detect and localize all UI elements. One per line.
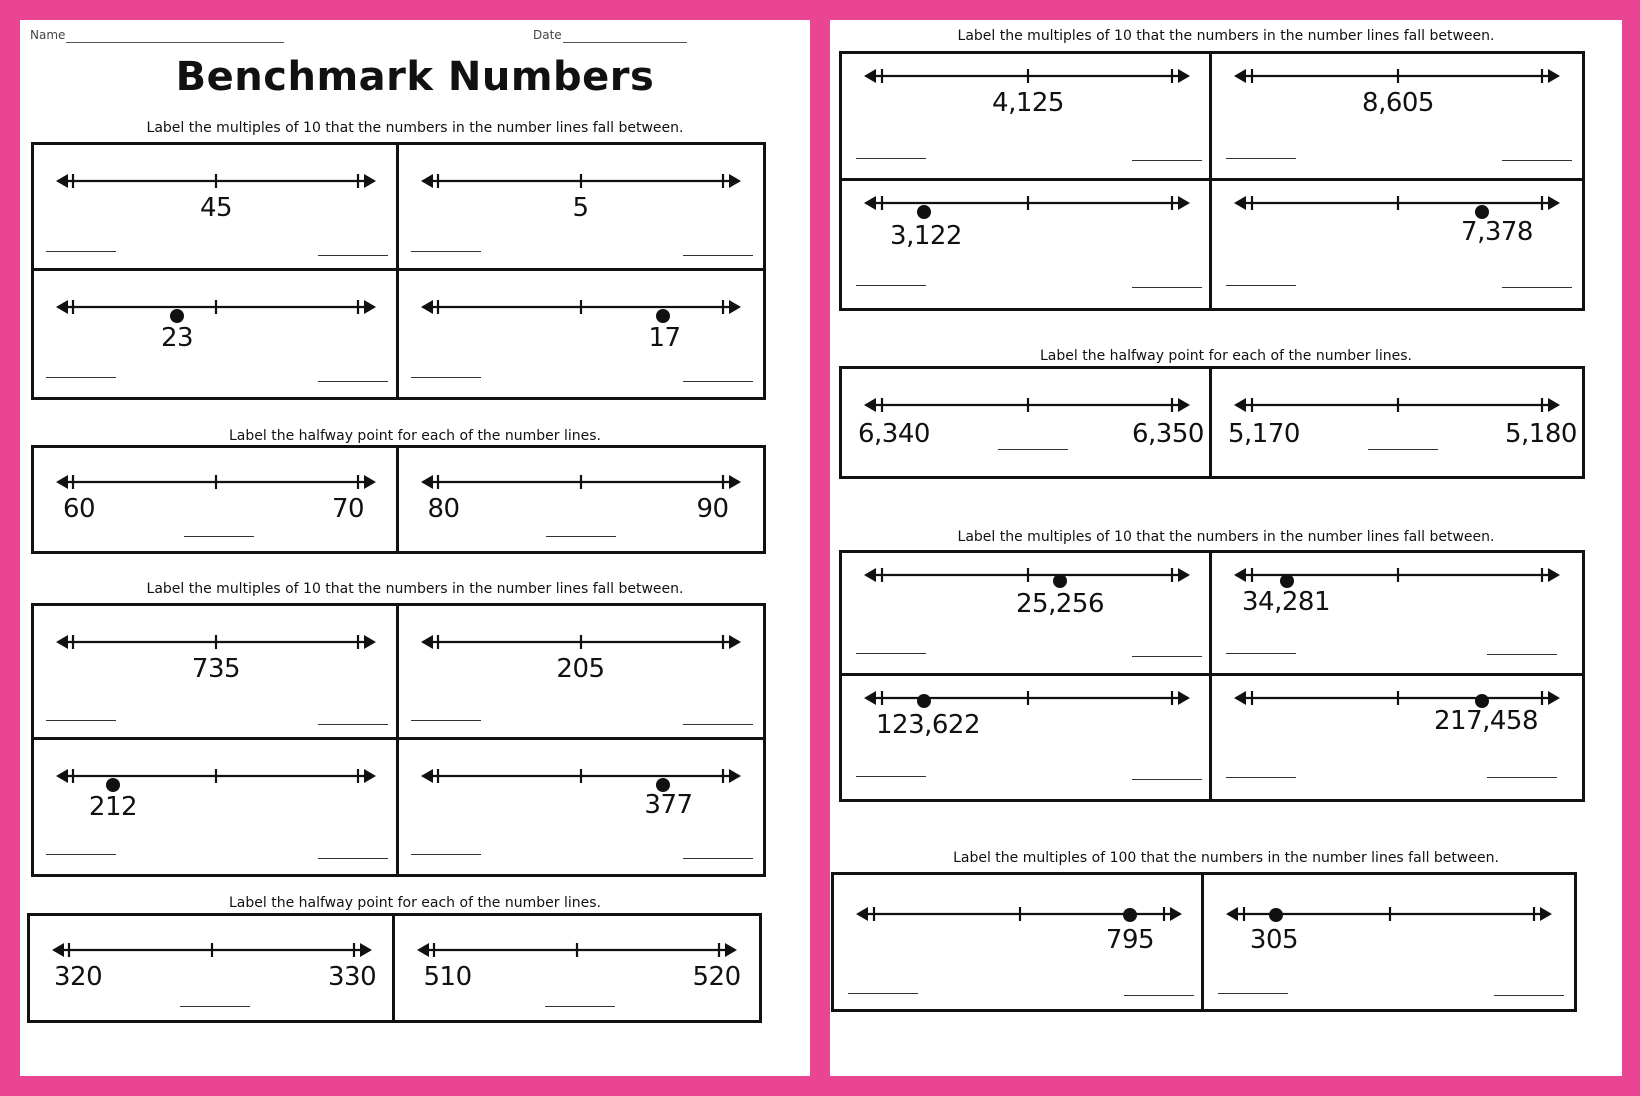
- answer-blank[interactable]: [856, 285, 926, 286]
- problem-cell: [834, 875, 1204, 1009]
- answer-blank[interactable]: [1487, 777, 1557, 778]
- problem-grid: [31, 603, 766, 877]
- point-marker: [1269, 908, 1283, 922]
- answer-blank[interactable]: [411, 251, 481, 252]
- answer-blank[interactable]: [46, 377, 116, 378]
- end-number: 520: [692, 962, 741, 992]
- start-number: 510: [423, 962, 472, 992]
- answer-blank[interactable]: [683, 255, 753, 256]
- target-number: 23: [160, 323, 194, 353]
- start-number: 60: [63, 494, 96, 524]
- problem-cell: [399, 448, 764, 551]
- target-number: 17: [648, 323, 681, 353]
- problem-cell: [1212, 676, 1582, 799]
- name-field[interactable]: [66, 42, 284, 43]
- problem-cell: [399, 145, 764, 271]
- problem-cell: [1204, 875, 1574, 1009]
- problem-cell: [399, 271, 764, 397]
- answer-blank[interactable]: [998, 449, 1068, 450]
- point-marker: [1123, 908, 1137, 922]
- instruction-halfway: Label the halfway point for each of the number lines.: [1040, 348, 1412, 364]
- problem-cell: [30, 916, 395, 1020]
- answer-blank[interactable]: [683, 858, 753, 859]
- answer-blank[interactable]: [683, 724, 753, 725]
- answer-blank[interactable]: [1487, 654, 1557, 655]
- answer-blank[interactable]: [1502, 287, 1572, 288]
- problem-cell: [395, 916, 760, 1020]
- answer-blank[interactable]: [856, 158, 926, 159]
- point-marker: [1280, 574, 1294, 588]
- problem-cell: [1212, 54, 1582, 181]
- answer-blank[interactable]: [856, 776, 926, 777]
- answer-blank[interactable]: [318, 255, 388, 256]
- answer-blank[interactable]: [1226, 285, 1296, 286]
- answer-blank[interactable]: [848, 993, 918, 994]
- problem-grid: [31, 445, 766, 554]
- answer-blank[interactable]: [1368, 449, 1438, 450]
- number-line: [1212, 676, 1582, 799]
- answer-blank[interactable]: [1132, 779, 1202, 780]
- end-number: 90: [696, 494, 729, 524]
- name-label: Name: [30, 28, 66, 42]
- answer-blank[interactable]: [46, 854, 116, 855]
- start-number: 320: [54, 962, 103, 992]
- end-number: 330: [328, 962, 377, 992]
- problem-cell: [34, 271, 399, 397]
- problem-cell: [399, 740, 764, 874]
- target-number: 25,256: [1016, 589, 1104, 619]
- worksheet-page-right: [830, 20, 1622, 1076]
- answer-blank[interactable]: [1132, 287, 1202, 288]
- problem-cell: [1212, 181, 1582, 308]
- problem-cell: [842, 54, 1212, 181]
- answer-blank[interactable]: [1218, 993, 1288, 994]
- problem-grid: [839, 550, 1585, 802]
- answer-blank[interactable]: [411, 854, 481, 855]
- point-marker: [170, 309, 184, 323]
- instruction-multiples-10: Label the multiples of 10 that the numbers in the number lines fall between.: [146, 581, 684, 597]
- problem-cell: [842, 553, 1212, 676]
- problem-cell: [842, 181, 1212, 308]
- problem-cell: [399, 606, 764, 740]
- answer-blank[interactable]: [180, 1006, 250, 1007]
- problem-grid: [27, 913, 762, 1023]
- answer-blank[interactable]: [46, 251, 116, 252]
- problem-cell: [34, 145, 399, 271]
- target-number: 377: [644, 790, 693, 820]
- answer-blank[interactable]: [411, 720, 481, 721]
- answer-blank[interactable]: [683, 381, 753, 382]
- problem-cell: [842, 676, 1212, 799]
- problem-grid: [839, 51, 1585, 311]
- end-number: 6,350: [1132, 419, 1204, 449]
- instruction-halfway: Label the halfway point for each of the number lines.: [229, 895, 601, 911]
- answer-blank[interactable]: [856, 653, 926, 654]
- problem-grid: [839, 366, 1585, 479]
- problem-cell: [1212, 369, 1582, 476]
- answer-blank[interactable]: [1226, 777, 1296, 778]
- point-marker: [1053, 574, 1067, 588]
- number-line: [34, 271, 399, 397]
- target-number: 212: [88, 792, 138, 822]
- instruction-multiples-100: Label the multiples of 100 that the numbers in the number lines fall between.: [953, 850, 1499, 866]
- answer-blank[interactable]: [1226, 158, 1296, 159]
- target-number: 5: [572, 193, 589, 223]
- target-number: 123,622: [875, 710, 981, 740]
- problem-grid: [831, 872, 1577, 1012]
- target-number: 795: [1105, 925, 1155, 955]
- end-number: 70: [332, 494, 365, 524]
- worksheet-page-left: [20, 20, 810, 1076]
- answer-blank[interactable]: [1494, 995, 1564, 996]
- target-number: 45: [199, 193, 233, 223]
- target-number: 735: [191, 654, 241, 684]
- answer-blank[interactable]: [1124, 995, 1194, 996]
- answer-blank[interactable]: [318, 858, 388, 859]
- target-number: 34,281: [1242, 587, 1330, 617]
- start-number: 5,170: [1228, 419, 1300, 449]
- answer-blank[interactable]: [546, 536, 616, 537]
- start-number: 80: [427, 494, 460, 524]
- point-marker: [917, 205, 931, 219]
- instruction-multiples-10: Label the multiples of 10 that the numbers in the number lines fall between.: [957, 28, 1495, 44]
- target-number: 8,605: [1362, 88, 1434, 118]
- target-number: 4,125: [992, 88, 1064, 118]
- problem-grid: [31, 142, 766, 400]
- target-number: 3,122: [890, 221, 962, 251]
- answer-blank[interactable]: [318, 724, 388, 725]
- point-marker: [656, 309, 670, 323]
- point-marker: [106, 778, 120, 792]
- problem-cell: [842, 369, 1212, 476]
- answer-blank[interactable]: [1502, 160, 1572, 161]
- point-marker: [917, 694, 931, 708]
- answer-blank[interactable]: [318, 381, 388, 382]
- problem-cell: [34, 606, 399, 740]
- number-line: [399, 271, 764, 397]
- answer-blank[interactable]: [1132, 160, 1202, 161]
- answer-blank[interactable]: [545, 1006, 615, 1007]
- problem-cell: [1212, 553, 1582, 676]
- date-field[interactable]: [563, 42, 687, 43]
- end-number: 5,180: [1505, 419, 1577, 449]
- problem-cell: [34, 740, 399, 874]
- answer-blank[interactable]: [411, 377, 481, 378]
- instruction-multiples-10: Label the multiples of 10 that the numbers in the number lines fall between.: [146, 120, 684, 136]
- answer-blank[interactable]: [184, 536, 254, 537]
- answer-blank[interactable]: [1132, 656, 1202, 657]
- date-label: Date: [533, 28, 562, 42]
- target-number: 7,378: [1461, 217, 1533, 247]
- page-title: Benchmark Numbers: [175, 54, 655, 100]
- instruction-multiples-10: Label the multiples of 10 that the numbers in the number lines fall between.: [957, 529, 1495, 545]
- problem-cell: [34, 448, 399, 551]
- target-number: 205: [556, 654, 605, 684]
- target-number: 217,458: [1433, 706, 1539, 736]
- instruction-halfway: Label the halfway point for each of the number lines.: [229, 428, 601, 444]
- target-number: 305: [1249, 925, 1299, 955]
- start-number: 6,340: [858, 419, 930, 449]
- answer-blank[interactable]: [46, 720, 116, 721]
- answer-blank[interactable]: [1226, 653, 1296, 654]
